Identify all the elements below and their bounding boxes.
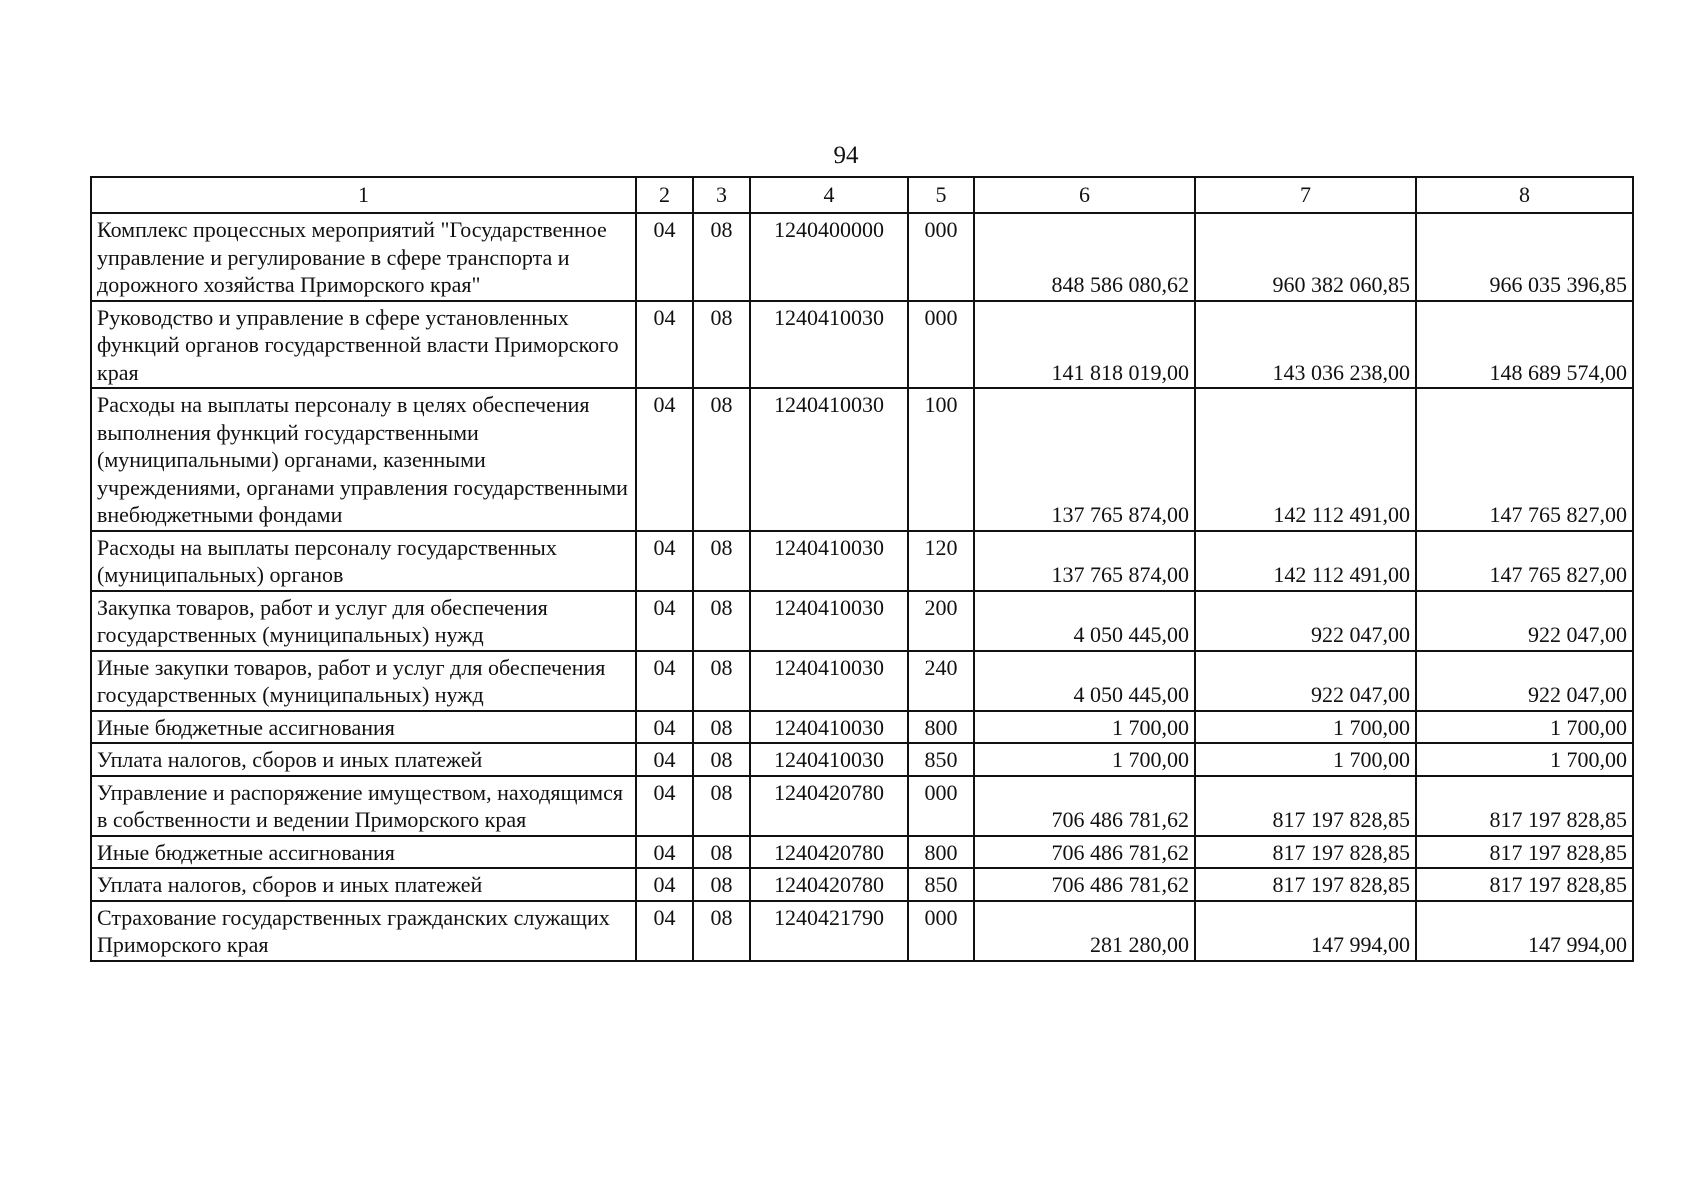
expense-type-cell: 240 — [908, 651, 974, 711]
expense-type-cell: 000 — [908, 901, 974, 961]
amount-col6-cell: 137 765 874,00 — [974, 531, 1195, 591]
target-article-cell: 1240421790 — [750, 901, 908, 961]
row-name-cell: Иные закупки товаров, работ и услуг для обеспечения государственных (муниципальных) нужд — [91, 651, 636, 711]
section-code-cell: 04 — [636, 743, 693, 776]
target-article-cell: 1240410030 — [750, 711, 908, 744]
amount-col6-cell: 1 700,00 — [974, 743, 1195, 776]
amount-col6-cell: 137 765 874,00 — [974, 388, 1195, 531]
expense-type-cell: 200 — [908, 591, 974, 651]
amount-col6-cell: 706 486 781,62 — [974, 868, 1195, 901]
amount-col8-cell: 966 035 396,85 — [1416, 213, 1633, 301]
expense-type-cell: 850 — [908, 868, 974, 901]
table-row — [91, 711, 1633, 744]
amount-col8-cell: 1 700,00 — [1416, 743, 1633, 776]
column-header-5: 5 — [908, 177, 974, 213]
expense-type-cell: 800 — [908, 711, 974, 744]
subsection-code-cell: 08 — [693, 711, 750, 744]
page-number: 94 — [833, 142, 859, 169]
subsection-code-cell: 08 — [693, 743, 750, 776]
target-article-cell: 1240400000 — [750, 213, 908, 301]
section-code-cell: 04 — [636, 711, 693, 744]
row-name-cell: Уплата налогов, сборов и иных платежей — [91, 868, 636, 901]
budget-table — [90, 176, 1634, 962]
section-code-cell: 04 — [636, 213, 693, 301]
expense-type-cell: 000 — [908, 213, 974, 301]
subsection-code-cell: 08 — [693, 901, 750, 961]
section-code-cell: 04 — [636, 651, 693, 711]
section-code-cell: 04 — [636, 531, 693, 591]
header-row — [91, 177, 1633, 213]
amount-col8-cell: 817 197 828,85 — [1416, 776, 1633, 836]
amount-col7-cell: 922 047,00 — [1195, 651, 1416, 711]
column-header-6: 6 — [974, 177, 1195, 213]
target-article-cell: 1240410030 — [750, 591, 908, 651]
subsection-code-cell: 08 — [693, 836, 750, 869]
column-header-1: 1 — [91, 177, 636, 213]
table-row — [91, 743, 1633, 776]
target-article-cell: 1240420780 — [750, 868, 908, 901]
amount-col8-cell: 1 700,00 — [1416, 711, 1633, 744]
table-row — [91, 531, 1633, 591]
table-body — [91, 213, 1633, 961]
section-code-cell: 04 — [636, 301, 693, 389]
table-row — [91, 901, 1633, 961]
amount-col6-cell: 141 818 019,00 — [974, 301, 1195, 389]
table-row — [91, 651, 1633, 711]
amount-col6-cell: 1 700,00 — [974, 711, 1195, 744]
expense-type-cell: 000 — [908, 776, 974, 836]
row-name-cell: Комплекс процессных мероприятий "Государственное управление и регулирование в сфере транспорта и дорожного хозяйства Приморского края" — [91, 213, 636, 301]
amount-col7-cell: 147 994,00 — [1195, 901, 1416, 961]
row-name-cell: Расходы на выплаты персоналу в целях обеспечения выполнения функций государственными (муниципальными) органами, казенными учреждениями, органами управления государственными внебюджетными фондами — [91, 388, 636, 531]
subsection-code-cell: 08 — [693, 301, 750, 389]
amount-col8-cell: 147 765 827,00 — [1416, 531, 1633, 591]
table-row — [91, 776, 1633, 836]
section-code-cell: 04 — [636, 836, 693, 869]
subsection-code-cell: 08 — [693, 531, 750, 591]
amount-col7-cell: 1 700,00 — [1195, 711, 1416, 744]
table-row — [91, 213, 1633, 301]
row-name-cell: Закупка товаров, работ и услуг для обеспечения государственных (муниципальных) нужд — [91, 591, 636, 651]
target-article-cell: 1240410030 — [750, 388, 908, 531]
table-row — [91, 836, 1633, 869]
amount-col6-cell: 706 486 781,62 — [974, 776, 1195, 836]
section-code-cell: 04 — [636, 591, 693, 651]
amount-col8-cell: 147 994,00 — [1416, 901, 1633, 961]
row-name-cell: Иные бюджетные ассигнования — [91, 711, 636, 744]
amount-col7-cell: 960 382 060,85 — [1195, 213, 1416, 301]
amount-col8-cell: 922 047,00 — [1416, 651, 1633, 711]
target-article-cell: 1240410030 — [750, 651, 908, 711]
amount-col8-cell: 147 765 827,00 — [1416, 388, 1633, 531]
expense-type-cell: 000 — [908, 301, 974, 389]
row-name-cell: Страхование государственных гражданских служащих Приморского края — [91, 901, 636, 961]
target-article-cell: 1240420780 — [750, 836, 908, 869]
amount-col7-cell: 1 700,00 — [1195, 743, 1416, 776]
subsection-code-cell: 08 — [693, 776, 750, 836]
amount-col7-cell: 817 197 828,85 — [1195, 836, 1416, 869]
table-row — [91, 591, 1633, 651]
row-name-cell: Уплата налогов, сборов и иных платежей — [91, 743, 636, 776]
column-header-8: 8 — [1416, 177, 1633, 213]
expense-type-cell: 100 — [908, 388, 974, 531]
amount-col7-cell: 817 197 828,85 — [1195, 776, 1416, 836]
target-article-cell: 1240410030 — [750, 301, 908, 389]
subsection-code-cell: 08 — [693, 213, 750, 301]
row-name-cell: Руководство и управление в сфере установленных функций органов государственной власти Приморского края — [91, 301, 636, 389]
amount-col6-cell: 848 586 080,62 — [974, 213, 1195, 301]
target-article-cell: 1240420780 — [750, 776, 908, 836]
expense-type-cell: 120 — [908, 531, 974, 591]
amount-col6-cell: 4 050 445,00 — [974, 651, 1195, 711]
subsection-code-cell: 08 — [693, 591, 750, 651]
amount-col6-cell: 706 486 781,62 — [974, 836, 1195, 869]
amount-col7-cell: 817 197 828,85 — [1195, 868, 1416, 901]
row-name-cell: Управление и распоряжение имуществом, находящимся в собственности и ведении Приморского края — [91, 776, 636, 836]
table-header — [91, 177, 1633, 213]
section-code-cell: 04 — [636, 868, 693, 901]
amount-col8-cell: 817 197 828,85 — [1416, 836, 1633, 869]
amount-col7-cell: 142 112 491,00 — [1195, 531, 1416, 591]
amount-col8-cell: 922 047,00 — [1416, 591, 1633, 651]
table-row — [91, 388, 1633, 531]
amount-col6-cell: 281 280,00 — [974, 901, 1195, 961]
subsection-code-cell: 08 — [693, 651, 750, 711]
amount-col7-cell: 143 036 238,00 — [1195, 301, 1416, 389]
column-header-2: 2 — [636, 177, 693, 213]
amount-col7-cell: 922 047,00 — [1195, 591, 1416, 651]
column-header-7: 7 — [1195, 177, 1416, 213]
expense-type-cell: 800 — [908, 836, 974, 869]
amount-col6-cell: 4 050 445,00 — [974, 591, 1195, 651]
table-row — [91, 868, 1633, 901]
subsection-code-cell: 08 — [693, 388, 750, 531]
subsection-code-cell: 08 — [693, 868, 750, 901]
table-row — [91, 301, 1633, 389]
target-article-cell: 1240410030 — [750, 743, 908, 776]
row-name-cell: Иные бюджетные ассигнования — [91, 836, 636, 869]
column-header-3: 3 — [693, 177, 750, 213]
column-header-4: 4 — [750, 177, 908, 213]
expense-type-cell: 850 — [908, 743, 974, 776]
amount-col8-cell: 817 197 828,85 — [1416, 868, 1633, 901]
row-name-cell: Расходы на выплаты персоналу государственных (муниципальных) органов — [91, 531, 636, 591]
amount-col7-cell: 142 112 491,00 — [1195, 388, 1416, 531]
section-code-cell: 04 — [636, 901, 693, 961]
target-article-cell: 1240410030 — [750, 531, 908, 591]
amount-col8-cell: 148 689 574,00 — [1416, 301, 1633, 389]
section-code-cell: 04 — [636, 776, 693, 836]
section-code-cell: 04 — [636, 388, 693, 531]
